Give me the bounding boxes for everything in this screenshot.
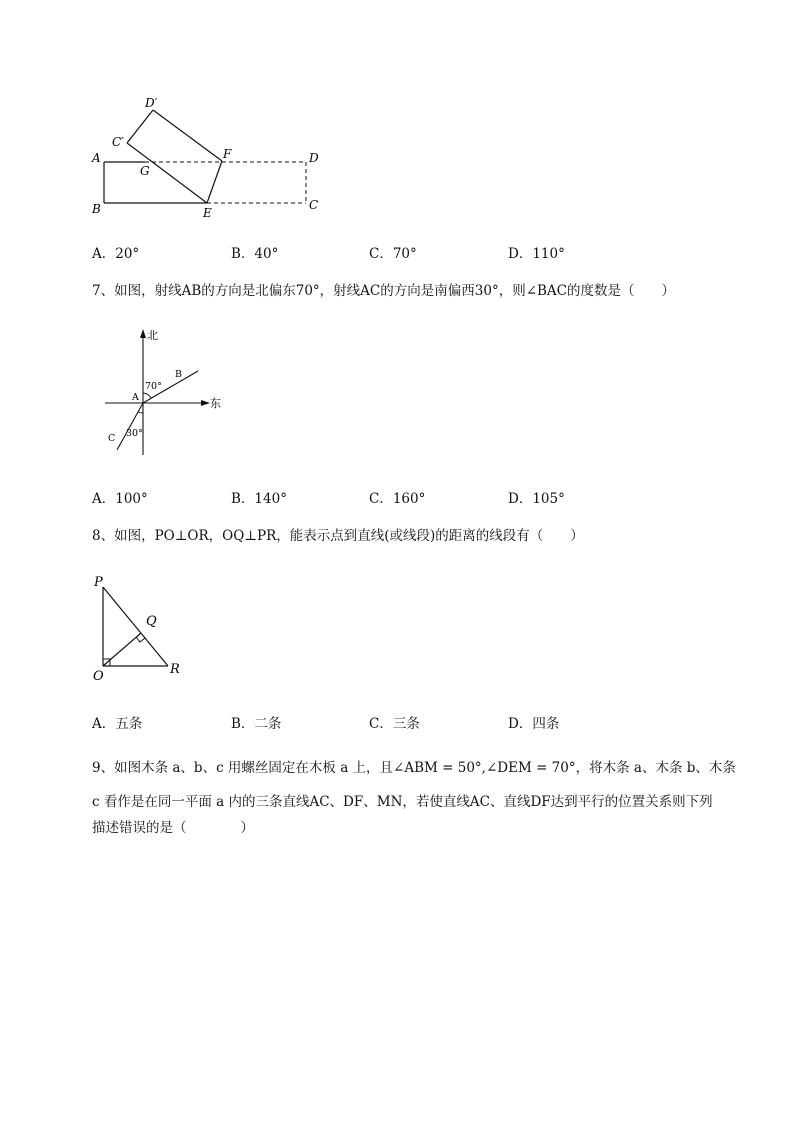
q6-option-b: B．40° bbox=[231, 246, 279, 262]
label-C: C bbox=[108, 433, 116, 444]
label-A: A bbox=[92, 151, 101, 165]
q6-option-d: D．110° bbox=[508, 246, 565, 262]
q7-stem: 7、如图，射线AB的方向是北偏东70°，射线AC的方向是南偏西30°，则∠BAC的度数是（ ） bbox=[92, 283, 676, 299]
label-Cprime: C′ bbox=[112, 135, 124, 149]
segment-PR bbox=[103, 587, 168, 666]
segment-CprimeE bbox=[127, 143, 207, 203]
q8-option-b: B．二条 bbox=[231, 716, 282, 732]
q9-stem-line-2: c 看作是在同一平面 a 内的三条直线AC、DF、MN，若使直线AC、直线DF达到平行的位置关系则下列 bbox=[92, 794, 713, 810]
q6-option-c: C．70° bbox=[369, 246, 417, 262]
q8-stem: 8、如图，PO⊥OR，OQ⊥PR，能表示点到直线(或线段)的距离的线段有（ ） bbox=[92, 528, 584, 544]
label-B: B bbox=[92, 202, 101, 216]
segment-DprimeF bbox=[153, 110, 222, 161]
angle-arc-30 bbox=[138, 412, 143, 413]
label-G: G bbox=[140, 164, 150, 178]
right-angle-mark-Q bbox=[136, 637, 145, 642]
label-north: 北 bbox=[147, 329, 158, 342]
east-arrow-icon bbox=[201, 400, 210, 406]
label-O: O bbox=[93, 669, 104, 684]
label-Dprime: D′ bbox=[145, 96, 158, 110]
q7-option-d: D．105° bbox=[508, 491, 565, 507]
q9-stem-line-1: 9、如图木条 a、b、c 用螺丝固定在木板 a 上，且∠ABM = 50°,∠DEM = 70°，将木条 a、木条 b、木条 bbox=[92, 760, 736, 776]
label-P: P bbox=[94, 575, 103, 590]
q7-option-a: A．100° bbox=[92, 491, 148, 507]
label-angle-70: 70° bbox=[145, 381, 162, 392]
q8-figure bbox=[88, 570, 188, 685]
q7-option-b: B．140° bbox=[231, 491, 287, 507]
label-B: B bbox=[175, 369, 182, 380]
label-east: 东 bbox=[210, 397, 221, 410]
label-R: R bbox=[170, 662, 180, 677]
label-Q: Q bbox=[146, 614, 157, 629]
label-F: F bbox=[223, 147, 232, 161]
angle-arc-70 bbox=[143, 393, 151, 398]
q8-option-a: A．五条 bbox=[92, 716, 143, 732]
label-C: C bbox=[309, 198, 319, 212]
q6-option-a: A．20° bbox=[92, 246, 140, 262]
q8-option-d: D．四条 bbox=[508, 716, 560, 732]
q9-stem-line-3: 描述错误的是（ ） bbox=[92, 820, 254, 836]
q7-figure bbox=[100, 325, 230, 460]
label-angle-30: 30° bbox=[126, 428, 143, 439]
label-D: D bbox=[309, 151, 319, 165]
q8-option-c: C．三条 bbox=[369, 716, 420, 732]
north-arrow-icon bbox=[140, 329, 146, 338]
label-A: A bbox=[132, 392, 139, 403]
segment-OQ bbox=[103, 633, 141, 666]
label-E: E bbox=[203, 206, 212, 220]
q6-figure bbox=[85, 90, 335, 220]
segment-CprimeDprime bbox=[127, 110, 153, 143]
q7-option-c: C．160° bbox=[369, 491, 426, 507]
ray-AC bbox=[117, 403, 143, 450]
segment-FE bbox=[207, 161, 222, 203]
